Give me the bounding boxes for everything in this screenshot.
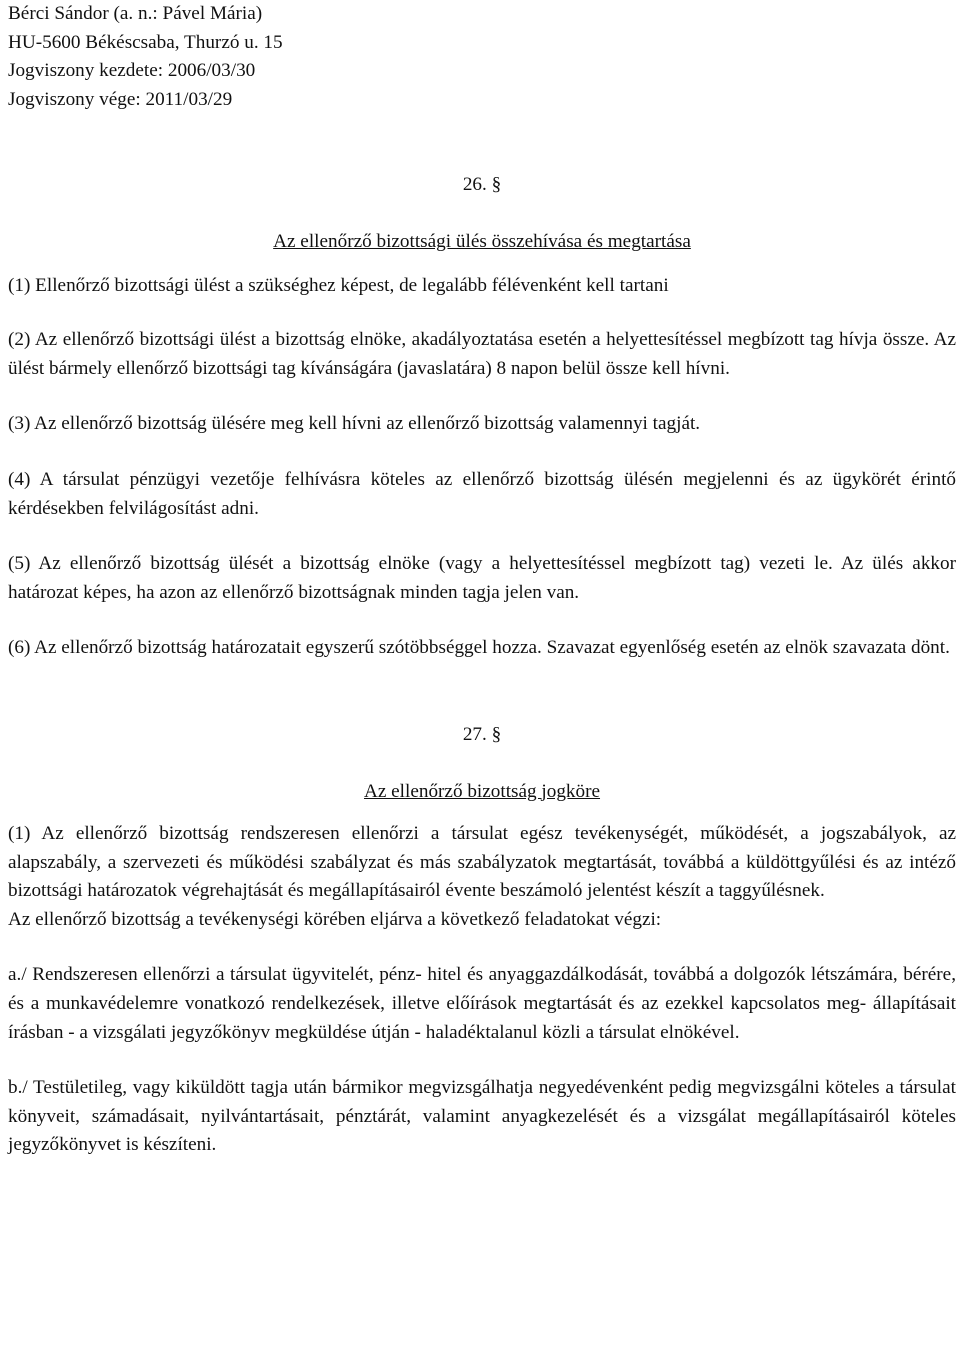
section-27-paragraph-1: (1) Az ellenőrző bizottság rendszeresen ellenőrzi a társulat egész tevékenységét, működését, a jogszabályok, az alapszabály, a szervezeti és működési szabályzat és más szabályzatok megtartását, továbbá a küldöttgyűlési és az intéző bizottsági határozatok végrehajtását és megállapításairól évente beszámoló jelentést készít a taggyűlésnek. — [8, 823, 956, 902]
section-26-number: 26. § — [462, 174, 502, 196]
section-26-paragraph-4: (4) A társulat pénzügyi vezetője felhívásra köteles az ellenőrző bizottság ülésén megjelenni és az ügykörét érintő kérdésekben felvilágosítást adni. — [8, 468, 956, 519]
document-page — [8, 0, 956, 1160]
section-27-item-a: a./ Rendszeresen ellenőrzi a társulat ügyvitelét, pénz- hitel és anyaggazdálkodását, továbbá a dolgozók létszámára, bérére, és a munkavédelemre vonatkozó rendelkezések, illetve előírások megtartását és az ezekkel kapcsolatos meg- állapításait írásban - a vizsgálati jegyzőkönyv megküldése útján - haladéktalanul közli a társulat elnökével. — [8, 964, 956, 1043]
section-27-title: Az ellenőrző bizottság jogköre — [363, 780, 601, 802]
section-27-number: 27. § — [462, 723, 502, 745]
section-26-paragraph-5: (5) Az ellenőrző bizottság ülését a bizottság elnöke (vagy a helyettesítéssel megbízott tag) vezeti le. Az ülés akkor határozat képes, ha azon az ellenőrző bizottságnak minden tagja jelen van. — [8, 553, 956, 603]
section-27-paragraph-1-continuation: Az ellenőrző bizottság a tevékenységi körében eljárva a következő feladatokat végzi: — [8, 908, 662, 930]
section-26-title: Az ellenőrző bizottsági ülés összehívása és megtartása — [273, 230, 691, 252]
section-26-paragraph-6: (6) Az ellenőrző bizottság határozatait egyszerű szótöbbséggel hozza. Szavazat egyenlőség esetén az elnök szavazata dönt. — [8, 637, 950, 659]
section-27-item-b: b./ Testületileg, vagy kiküldött tagja után bármikor megvizsgálhatja negyedévenként pedig megvizsgálni köteles a társulat könyveit, számadásait, nyilvántartásait, pénztárát, valamint anyagkezelését és a vizsgálat megállapításairól köteles jegyzőkönyvet is készíteni. — [8, 1077, 956, 1156]
header-name: Bérci Sándor (a. n.: Pável Mária) — [8, 3, 263, 24]
section-26-paragraph-1: (1) Ellenőrző bizottsági ülést a szükséghez képest, de legalább félévenként kell tartani — [8, 274, 669, 296]
section-26-paragraph-3: (3) Az ellenőrző bizottság ülésére meg kell hívni az ellenőrző bizottság valamennyi tagját. — [8, 413, 701, 435]
header-block — [8, 0, 956, 114]
header-end-date: Jogviszony vége: 2011/03/29 — [8, 88, 233, 110]
header-start-date: Jogviszony kezdete: 2006/03/30 — [8, 60, 256, 82]
section-26-paragraph-2: (2) Az ellenőrző bizottsági ülést a bizottság elnöke, akadályoztatása esetén a helyettesítéssel megbízott tag hívja össze. Az ülést bármely ellenőrző bizottsági tag kívánságára (javaslatára) 8 napon belül össze kell hívni. — [8, 329, 956, 379]
header-address: HU-5600 Békéscsaba, Thurzó u. 15 — [8, 31, 283, 53]
